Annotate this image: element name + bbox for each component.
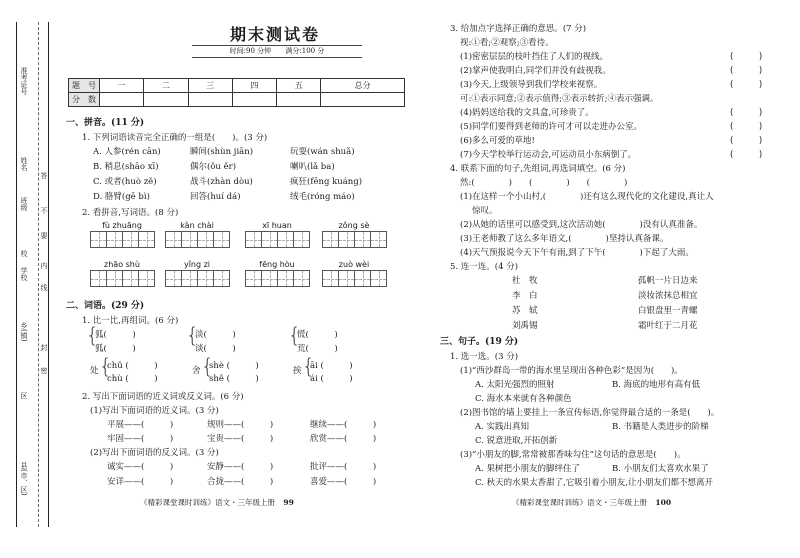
write-cell[interactable]: [245, 231, 262, 248]
brace-icon: {: [99, 354, 112, 378]
question-item: (1)在这样一个小山村,( )还有这么现代化的文化建设,真让人: [460, 192, 714, 202]
synonym-item: 欣赏——( ): [310, 434, 377, 444]
pinyin-write-box: [245, 259, 309, 287]
antonym-item: 合拢——( ): [207, 477, 274, 487]
write-cell[interactable]: [277, 270, 294, 287]
write-cell[interactable]: [293, 231, 310, 248]
answer-blank[interactable]: ( ): [730, 66, 763, 76]
question-item: (7)今天学校举行运动会,可运动员小东病倒了。: [460, 150, 637, 160]
score-cell[interactable]: [100, 93, 144, 107]
write-cell[interactable]: [277, 231, 294, 248]
choice-option: C. 锐意进取,开拓创新: [475, 436, 558, 446]
option-c: 战斗(zhàn dòu): [190, 177, 253, 187]
poly-reading: shě ( ): [209, 374, 259, 384]
question-item: (2)掌声使我明白,同学们并没有歧视我。: [460, 66, 611, 76]
score-cell[interactable]: [188, 93, 232, 107]
margin-line: [16, 22, 17, 527]
choice-option: C. 海水本来就有各种颜色: [475, 394, 572, 404]
binding-margin: [8, 22, 56, 527]
write-cell[interactable]: [213, 231, 230, 248]
write-cell[interactable]: [138, 231, 155, 248]
page-title: 期末测试卷: [229, 25, 320, 44]
antonym-item: 安详——( ): [107, 477, 174, 487]
option-d: 绒毛(róng máo): [290, 192, 355, 202]
pinyin-prompt: yǐng zi: [183, 260, 211, 269]
brace-icon: {: [201, 354, 214, 378]
page-footer: [140, 497, 294, 508]
write-cell[interactable]: [138, 270, 155, 287]
synonym-item: 牢固——( ): [107, 434, 174, 444]
sub-question: (2)写出下面词语的反义词。(3 分): [90, 448, 219, 458]
footer-book: 《精彩课堂课时训练》语文・三年级上册: [512, 498, 647, 507]
answer-blank[interactable]: ( ): [730, 150, 763, 160]
row-label: 题 号: [69, 79, 100, 93]
pinyin-write-box: [90, 220, 154, 248]
write-cell[interactable]: [354, 270, 371, 287]
write-cell[interactable]: [245, 270, 262, 287]
question-stem: 4. 联系下面的句子,先组词,再选词填空。(6 分): [450, 164, 626, 174]
score-cell[interactable]: [232, 93, 276, 107]
question-stem: 1. 下列词语读音完全正确的一组是( )。(3 分): [82, 133, 268, 143]
cut-mark: 要: [40, 232, 48, 239]
score-table: [68, 78, 405, 107]
margin-label: 准考证号: [20, 67, 28, 95]
compare-word: 荒( ): [297, 344, 338, 354]
choice-option: B. 小朋友们太喜欢水果了: [612, 464, 709, 474]
pinyin-prompt: xī huan: [262, 221, 292, 230]
write-cell[interactable]: [122, 231, 139, 248]
margin-label: 姓名: [20, 157, 28, 171]
question-item: (2)从她的话里可以感受到,这次活动她( )没有认真准备。: [460, 220, 703, 230]
question-item: (4)妈妈送给我的文具盒,可珍贵了。: [460, 108, 594, 118]
question-item: (2)图书馆的墙上要挂上一条宣传标语,你觉得最合适的一条是( )。: [460, 408, 720, 418]
question-item: (4)天气预报说今天下午有雨,到了下午( )下起了大雨。: [460, 248, 694, 258]
table-row: [69, 93, 405, 107]
write-cell[interactable]: [106, 231, 123, 248]
choice-option: C. 秋天的水果太香甜了,它吸引着小朋友,让小朋友们都不想离开: [475, 478, 714, 488]
score-cell[interactable]: [144, 93, 188, 107]
poly-reading: ái ( ): [310, 374, 353, 384]
question-item: (3)今天,上级领导到我们学校来视察。: [460, 80, 603, 90]
write-cell[interactable]: [261, 231, 278, 248]
poly-reading: chù ( ): [107, 374, 158, 384]
column-header: 一: [100, 79, 144, 93]
exam-meta: [192, 45, 362, 58]
question-stem: 2. 写出下面词语的近义词或反义词。(6 分): [82, 392, 244, 402]
synonym-item: 宝贵——( ): [207, 434, 274, 444]
poem-line[interactable]: 白银盘里一青螺: [638, 306, 698, 316]
option-d: 回答(huí dá): [190, 192, 241, 202]
question-stem: 3. 给加点字选择正确的意思。(7 分): [450, 24, 587, 34]
column-header: 二: [144, 79, 188, 93]
option-d: D. 胳臂(gē bì): [93, 192, 150, 202]
pinyin-write-box: [90, 259, 154, 287]
write-cell[interactable]: [354, 231, 371, 248]
section-title: 二、词语。(29 分): [66, 301, 145, 311]
brace-icon: {: [288, 323, 301, 347]
page-footer: [512, 497, 671, 508]
pinyin-prompt: zuò wèi: [338, 260, 370, 269]
cut-mark: 答: [40, 172, 48, 179]
time-limit: 时间:90 分钟: [229, 47, 272, 55]
write-cell[interactable]: [338, 231, 355, 248]
sub-question: (1)写出下面词语的近义词。(3 分): [90, 406, 219, 416]
question-stem: 1. 比一比,再组词。(6 分): [82, 316, 179, 326]
write-cell[interactable]: [197, 270, 214, 287]
poet-name[interactable]: 杜 牧: [512, 276, 538, 286]
pinyin-prompt: fù zhuāng: [102, 221, 142, 230]
choice-option: A. 果树把小朋友的脚绊住了: [475, 464, 581, 474]
row-label: 分 数: [69, 93, 100, 107]
pinyin-prompt: zhāo shù: [104, 260, 140, 269]
question-item: (1)密密层层的枝叶挡住了人们的视线。: [460, 52, 609, 62]
table-row: [69, 79, 405, 93]
write-cell[interactable]: [122, 270, 139, 287]
cut-mark: 内: [40, 262, 48, 269]
poly-char: 挨: [293, 366, 302, 376]
write-cell[interactable]: [322, 270, 339, 287]
pinyin-write-box: [165, 220, 229, 248]
antonym-item: 喜爱——( ): [310, 477, 377, 487]
column-header: 总分: [321, 79, 405, 93]
compare-word: 狐( ): [95, 330, 136, 340]
page-number: 99: [283, 498, 294, 507]
footer-book: 《精彩课堂课时训练》语文・三年级上册: [140, 498, 275, 507]
write-cell[interactable]: [106, 270, 123, 287]
question-item: 惊叹。: [472, 206, 498, 216]
full-score: 满分:100 分: [285, 47, 325, 55]
cut-mark: 线: [40, 284, 48, 291]
poem-line[interactable]: 霜叶红于二月花: [638, 321, 698, 331]
choice-option: A. 实践出真知: [475, 422, 530, 432]
pinyin-prompt: zǒng sè: [338, 221, 370, 230]
poly-reading: shè ( ): [209, 361, 259, 371]
question-item: (3)王老师教了这么多年语文,( )坚持认真备课。: [460, 234, 669, 244]
cut-mark: 密: [40, 367, 48, 374]
pinyin-prompt: kàn chài: [180, 221, 214, 230]
choice-option: B. 书籍是人类进步的阶梯: [612, 422, 709, 432]
question-stem: 5. 连一连。(4 分): [450, 262, 519, 272]
pinyin-write-box: [165, 259, 229, 287]
poly-char: 舍: [192, 366, 201, 376]
pinyin-prompt: fēng hòu: [259, 260, 295, 269]
answer-blank[interactable]: ( ): [730, 80, 763, 90]
write-cell[interactable]: [181, 231, 198, 248]
antonym-item: 安静——( ): [207, 462, 274, 472]
compare-word: 淡( ): [195, 330, 236, 340]
poet-name[interactable]: 李 白: [512, 291, 538, 301]
antonym-item: 批评——( ): [310, 462, 377, 472]
write-cell[interactable]: [197, 231, 214, 248]
meaning-options: 可:①表示同意;②表示值得;③表示转折;④表示强调。: [460, 94, 659, 104]
cut-line: [38, 22, 39, 527]
pinyin-write-box: [322, 220, 386, 248]
synonym-item: 继续——( ): [310, 420, 377, 430]
section-title: 一、拼音。(11 分): [66, 118, 145, 128]
poem-line[interactable]: 孤帆一片日边来: [638, 276, 698, 286]
synonym-item: 平展——( ): [107, 420, 174, 430]
page-number: 100: [655, 498, 672, 507]
option-c: C. 或者(huò zě): [93, 177, 157, 187]
answer-blank[interactable]: ( ): [730, 122, 763, 132]
write-cell[interactable]: [90, 231, 107, 248]
question-stem: 1. 选一选。(3 分): [450, 352, 519, 362]
write-cell[interactable]: [165, 231, 182, 248]
compare-word: 狐( ): [95, 344, 136, 354]
answer-blank[interactable]: ( ): [730, 108, 763, 118]
option-b: 喇叭(lǎ ba): [290, 162, 335, 172]
poet-name[interactable]: 苏 轼: [512, 306, 538, 316]
question-item: (6)多么可爱的草地!: [460, 136, 535, 146]
option-a: A. 人参(rén cān): [93, 147, 161, 157]
column-header: 五: [277, 79, 321, 93]
cut-mark: 封: [40, 344, 48, 351]
margin-line: [48, 22, 49, 527]
poly-reading: āi ( ): [310, 361, 353, 371]
option-a: 玩耍(wán shuǎ): [290, 147, 355, 157]
write-cell[interactable]: [181, 270, 198, 287]
write-cell[interactable]: [322, 231, 339, 248]
write-cell[interactable]: [90, 270, 107, 287]
write-cell[interactable]: [165, 270, 182, 287]
pinyin-write-box: [245, 220, 309, 248]
write-cell[interactable]: [293, 270, 310, 287]
brace-icon: {: [86, 323, 99, 347]
word-build-line: 然:( ) ( ) ( ): [460, 178, 628, 188]
question-item: (3)“小朋友的脚,常常被那香味勾住”这句话的意思是( )。: [460, 450, 686, 460]
option-c: 疯狂(fēng kuáng): [290, 177, 363, 187]
option-b: 偶尔(ǒu ěr): [190, 162, 237, 172]
write-cell[interactable]: [338, 270, 355, 287]
brace-icon: {: [302, 354, 315, 378]
pinyin-write-box: [322, 259, 386, 287]
question-stem: 2. 看拼音,写词语。(8 分): [82, 208, 179, 218]
poly-char: 处: [90, 366, 99, 376]
column-header: 三: [188, 79, 232, 93]
question-item: (1)“西沙群岛一带的海水里呈现出各种色彩”是因为( )。: [460, 366, 683, 376]
option-a: 瞬间(shùn jiān): [190, 147, 254, 157]
compare-word: 谈( ): [195, 344, 236, 354]
margin-label: 校: [20, 250, 28, 257]
poem-line[interactable]: 淡妆浓抹总相宜: [638, 291, 698, 301]
choice-option: B. 海底的地形有高有低: [612, 380, 701, 390]
score-cell[interactable]: [321, 93, 405, 107]
margin-label: 班级: [20, 197, 28, 211]
margin-label: 区: [20, 392, 28, 399]
poet-name[interactable]: 刘禹锡: [512, 321, 538, 331]
compare-word: 慌( ): [297, 330, 338, 340]
column-header: 四: [232, 79, 276, 93]
meaning-options: 视:①看;②观察;③看待。: [460, 38, 554, 48]
brace-icon: {: [186, 323, 199, 347]
write-cell[interactable]: [370, 270, 387, 287]
section-title: 三、句子。(19 分): [440, 337, 519, 347]
write-cell[interactable]: [213, 270, 230, 287]
option-b: B. 稍息(shāo xī): [93, 162, 159, 172]
write-cell[interactable]: [370, 231, 387, 248]
synonym-item: 规则——( ): [207, 420, 274, 430]
score-cell[interactable]: [277, 93, 321, 107]
margin-label: 学校: [20, 267, 28, 281]
write-cell[interactable]: [261, 270, 278, 287]
question-item: (5)同学们要得到老师的许可才可以走进办公室。: [460, 122, 643, 132]
answer-blank[interactable]: ( ): [730, 136, 763, 146]
cut-mark: 不: [40, 207, 48, 214]
choice-option: A. 太阳光强烈的照射: [475, 380, 555, 390]
poly-reading: chǔ ( ): [107, 361, 158, 371]
margin-label: 乡(镇): [20, 322, 28, 342]
margin-label: 县(市、区): [20, 462, 28, 496]
antonym-item: 诚实——( ): [107, 462, 174, 472]
answer-blank[interactable]: ( ): [730, 52, 763, 62]
